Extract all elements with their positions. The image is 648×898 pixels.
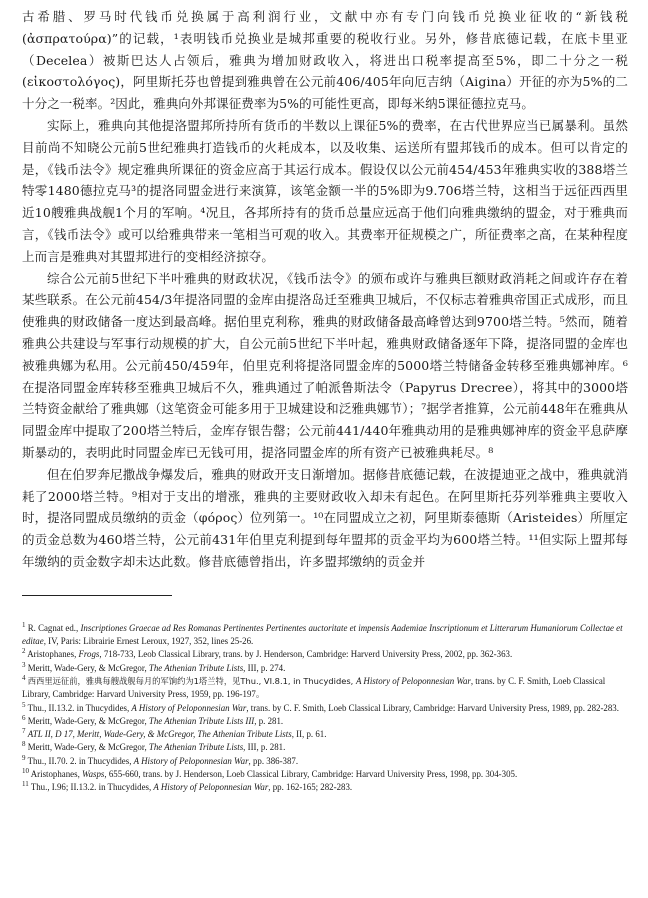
- paragraph: 综合公元前5世纪下半叶雅典的财政状况，《钱币法令》的颁布或许与雅典巨额财政消耗之间或许存在着某些联系。在公元前454/3年提洛同盟的金库由提洛岛迁至雅典卫城后，不仅标志着雅典帝国正式成形，而且使雅典的财政储备一度达到最高峰。据伯里克利称，雅典的财政储备最高峰曾达到9700塔兰特。⁵然而，随着雅典公共建设与军事行动规模的扩大，自公元前5世纪下半叶起，雅典财政储备逐年下降，提洛同盟的金库也被雅典娜为私用。公元前450/459年，伯里克利将提洛同盟金库的5000塔兰特储备金转移至雅典娜神库。⁶在提洛同盟金库转移至雅典卫城后不久，雅典通过了帕派鲁斯法令（Papyrus Drecree），将其中的3000塔兰特资金献给了雅典娜（这笔资金可能多用于卫城建设和泛雅典娜节）；⁷据学者推算，公元前448年在雅典从同盟金库中提取了200塔兰特后，金库存银告罄；公元前441/440年雅典动用的是雅典娜神库的资金平息萨摩斯暴动的，表明此时同盟金库已无钱可用，提洛同盟金库的所有资产已被雅典耗尽。⁸: [22, 270, 628, 460]
- paragraph: 实际上，雅典向其他提洛盟邦所持所有货币的半数以上课征5%的费率，在古代世界应当已属暴利。虽然目前尚不知晓公元前5世纪雅典打造钱币的火耗成本，以及收集、运送所有盟邦钱币的成本。但可以肯定的是，《钱币法令》规定雅典所课征的资金应高于其运行成本。假设仅以公元前454/453年雅典实收的388塔兰特零1480德拉克马³的提洛同盟金进行来演算，该笔金额一半的5%即为9.706塔兰特，这相当于远征西西里近10艘雅典战舰1个月的军响。⁴况且，各邦所持有的货币总量应远高于他们向雅典缴纳的盟金，对于雅典而言，《钱币法令》或可以给雅典带来一笔相当可观的收入。其费率开征规模之广，所征费率之高，在某种程度上而言是雅典对其盟邦进行的变相经济掠夺。: [22, 117, 628, 264]
- footnote: $^5$ Thu., II.13.2. in Thucydides, A History of Peloponnesian War, trans. by C. F. Smith, Loeb Classical Library, Cambridge: Harvard University Press, 1989, pp. 282-283.: [22, 700, 619, 713]
- footnote: $^9$ Thu., II.70. 2. in Thucydides, A History of Peloponnesian War, pp. 386-387.: [22, 753, 299, 766]
- footnote: $^{10}$ Aristophanes, Wasps, 655-660, trans. by J. Henderson, Loeb Classical Library, Cambridge: Harvard University Press, 1998, pp. 304-305.: [22, 767, 518, 779]
- footnote: $^3$ Meritt, Wade-Gery, & McGregor, The Athenian Tribute Lists, III, p. 274.: [22, 660, 286, 673]
- footnote: $^2$ Aristophanes, Frogs, 718-733, Leob Classical Library, trans. by J. Henderson, Cambridge: Harverd University Press, 2002, pp. 362-363.: [22, 647, 513, 660]
- footnote: $^1$ R. Cagnat ed., Inscriptiones Graecae ad Res Romanas Pertinentes Pertinentes auctoritate et impensis Aademiae Inscriptionum et Litterarum Humaniorum Collectae et editae, IV, Paris: Librairie Ernest Leroux, 1927, 352, lines 25-26.: [22, 620, 623, 647]
- footnote: $^4$ 西西里远征前，雅典每艘战舰每月的军饷约为1塔兰特，见Thu., VI.8.1, in Thucydides, A History of Peloponnesian War, trans. by C. F. Smith, Loeb Classical Library, Cambridge: Harvard University Press, 1959, pp. 196-197。: [22, 673, 606, 700]
- body-text: [22, 6, 628, 573]
- paragraph: 古希腊、罗马时代钱币兑换属于高利润行业，文献中亦有专门向钱币兑换业征收的“新钱税(ἀσπρατούρα)”的记载，¹表明钱币兑换业是城邦重要的税收行业。另外，修昔底德记载，在底卡里亚（Decelea）被斯巴达人占领后，雅典为增加财政收入，将进出口税率提高至5%，即二十分之一税(εἰκοστολόγος)，阿里斯托芬也曾提到雅典曾在公元前406/405年向厄吉纳（Aigina）开征的亦为5%的二十分之一税率。²因此，雅典向外邦课征费率为5%的可能性更高，即每米纳5课征德拉克马。: [22, 9, 628, 112]
- paragraph: 但在伯罗奔尼撒战争爆发后，雅典的财政开支日渐增加。据修昔底德记载，在波提迪亚之战中，雅典就消耗了2000塔兰特。⁹相对于支出的增涨，雅典的主要财政收入却未有起色。在阿里斯托芬列举雅典主要收入时，提洛同盟成员缴纳的贡金（φόρος）位列第一。¹⁰在同盟成立之初，阿里斯泰德斯（Aristeides）所厘定的贡金总数为460塔兰特，公元前431年伯里克利提到每年盟邦的贡金平均为600塔兰特。¹¹但实际上盟邦每年缴纳的贡金数字却未达此数。修昔底德曾指出，许多盟邦缴纳的贡金并: [22, 466, 628, 569]
- footnote: $^7$ ATL II, D 17, Meritt, Wade-Gery, & McGregor, The Athenian Tribute Lists, II, p. 61.: [22, 727, 327, 740]
- footnote: $^{11}$ Thu., I.96; II.13.2. in Thucydides, A History of Peloponnesian War, pp. 162-165; 282-283.: [22, 780, 353, 793]
- footnote: $^8$ Meritt, Wade-Gery, & McGregor, The Athenian Tribute Lists, III, p. 281.: [22, 740, 286, 753]
- footnote: $^6$ Meritt, Wade-Gery, & McGregor, The Athenian Tribute Lists III, p. 281.: [22, 713, 284, 726]
- footnotes: [22, 622, 628, 795]
- footnote-separator: [22, 595, 172, 596]
